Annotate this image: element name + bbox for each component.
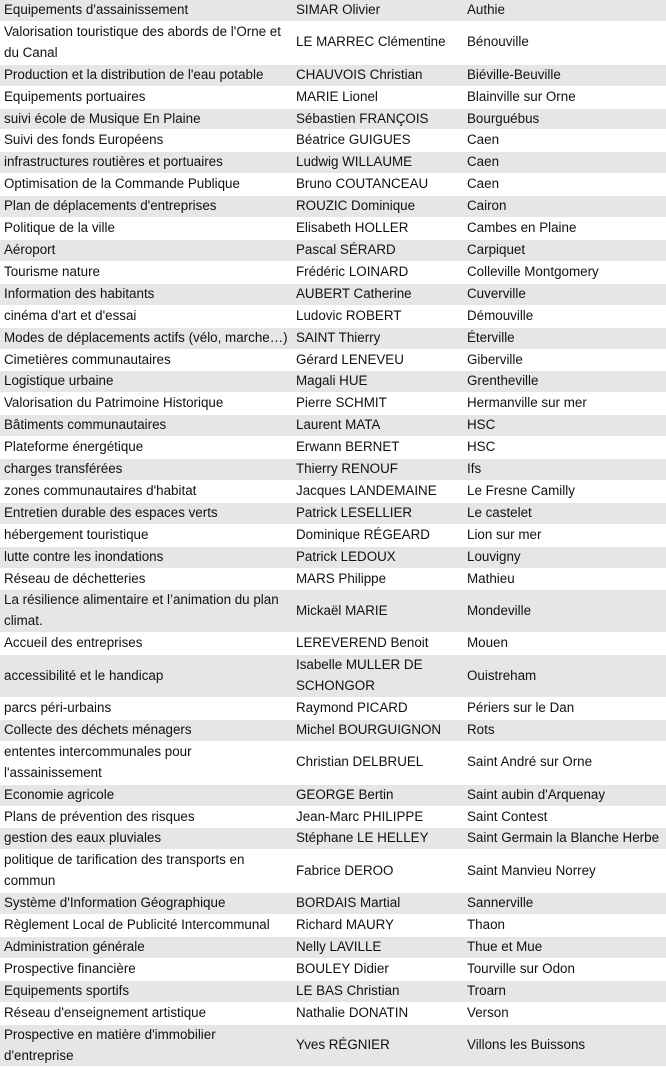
person-cell: Bruno COUTANCEAU [292, 174, 463, 196]
person-cell: Dominique RÉGEARD [292, 524, 463, 546]
person-cell: Elisabeth HOLLER [292, 218, 463, 240]
person-cell: Michel BOURGUIGNON [292, 719, 463, 741]
table-row [0, 741, 666, 784]
commune-cell: Authie [463, 0, 666, 21]
topic-cell: Système d'Information Géographique [0, 893, 292, 915]
table-row [0, 349, 666, 371]
topic-cell: Economie agricole [0, 784, 292, 806]
commune-cell: Mouen [463, 633, 666, 655]
topic-cell: Aéroport [0, 239, 292, 261]
person-cell: GEORGE Bertin [292, 784, 463, 806]
person-cell: Christian DELBRUEL [292, 741, 463, 784]
person-cell: Magali HUE [292, 371, 463, 393]
commune-cell: Blainville sur Orne [463, 86, 666, 108]
person-cell: Jean-Marc PHILIPPE [292, 806, 463, 828]
commune-cell: Tourville sur Odon [463, 958, 666, 980]
commune-cell: Rots [463, 719, 666, 741]
commune-cell: Caen [463, 152, 666, 174]
topic-cell: Politique de la ville [0, 218, 292, 240]
topic-cell: suivi école de Musique En Plaine [0, 108, 292, 130]
person-cell: Frédéric LOINARD [292, 261, 463, 283]
person-cell: LE MARREC Clémentine [292, 21, 463, 64]
commune-cell: HSC [463, 437, 666, 459]
person-cell: Nelly LAVILLE [292, 936, 463, 958]
commune-cell: Le Fresne Camilly [463, 480, 666, 502]
commune-cell: Sannerville [463, 893, 666, 915]
person-cell: Gérard LENEVEU [292, 349, 463, 371]
commune-cell: Verson [463, 1002, 666, 1024]
table-row [0, 437, 666, 459]
commune-cell: Hermanville sur mer [463, 393, 666, 415]
table-row [0, 86, 666, 108]
table-row [0, 393, 666, 415]
topic-cell: Administration générale [0, 936, 292, 958]
table-row [0, 130, 666, 152]
topic-cell: Prospective financière [0, 958, 292, 980]
topic-cell: Logistique urbaine [0, 371, 292, 393]
commune-cell: Le castelet [463, 502, 666, 524]
person-cell: Pascal SÉRARD [292, 239, 463, 261]
commune-cell: Biéville-Beuville [463, 64, 666, 86]
table-row [0, 568, 666, 590]
person-cell: Jacques LANDEMAINE [292, 480, 463, 502]
commune-cell: Périers sur le Dan [463, 698, 666, 720]
commune-cell: Carpiquet [463, 239, 666, 261]
commune-cell: Bénouville [463, 21, 666, 64]
topic-cell: Réseau de déchetteries [0, 568, 292, 590]
commune-cell: HSC [463, 415, 666, 437]
topic-cell: Entretien durable des espaces verts [0, 502, 292, 524]
commune-cell: Bourguébus [463, 108, 666, 130]
table-row [0, 784, 666, 806]
table-row [0, 327, 666, 349]
person-cell: SAINT Thierry [292, 327, 463, 349]
commune-cell: Louvigny [463, 546, 666, 568]
table-row [0, 698, 666, 720]
commune-cell: Lion sur mer [463, 524, 666, 546]
topic-cell: Cimetières communautaires [0, 349, 292, 371]
topic-cell: Collecte des déchets ménagers [0, 719, 292, 741]
table-row [0, 239, 666, 261]
topic-cell: Equipements sportifs [0, 980, 292, 1002]
table-row [0, 655, 666, 698]
topic-cell: Valorisation du Patrimoine Historique [0, 393, 292, 415]
commune-cell: Cuverville [463, 283, 666, 305]
commune-cell: Démouville [463, 305, 666, 327]
commune-cell: Cairon [463, 196, 666, 218]
person-cell: Stéphane LE HELLEY [292, 828, 463, 850]
topic-cell: parcs péri-urbains [0, 698, 292, 720]
topic-cell: hébergement touristique [0, 524, 292, 546]
topic-cell: Modes de déplacements actifs (vélo, marche…) [0, 327, 292, 349]
table-row [0, 1002, 666, 1024]
person-cell: MARS Philippe [292, 568, 463, 590]
topic-cell: politique de tarification des transports en commun [0, 850, 292, 893]
table-row [0, 283, 666, 305]
topic-cell: zones communautaires d'habitat [0, 480, 292, 502]
topic-cell: Réseau d'enseignement artistique [0, 1002, 292, 1024]
topic-cell: Suivi des fonds Européens [0, 130, 292, 152]
person-cell: Yves RÉGNIER [292, 1024, 463, 1067]
table-row [0, 633, 666, 655]
commune-cell: Saint André sur Orne [463, 741, 666, 784]
person-cell: Ludwig WILLAUME [292, 152, 463, 174]
person-cell: CHAUVOIS Christian [292, 64, 463, 86]
topic-cell: charges transférées [0, 459, 292, 481]
table-row [0, 893, 666, 915]
commune-cell: Thue et Mue [463, 936, 666, 958]
commune-cell: Cambes en Plaine [463, 218, 666, 240]
person-cell: ROUZIC Dominique [292, 196, 463, 218]
topic-cell: Plans de prévention des risques [0, 806, 292, 828]
commune-cell: Mondeville [463, 590, 666, 633]
person-cell: Mickaël MARIE [292, 590, 463, 633]
commune-cell: Ouistreham [463, 655, 666, 698]
person-cell: Pierre SCHMIT [292, 393, 463, 415]
commune-cell: Colleville Montgomery [463, 261, 666, 283]
table-row [0, 196, 666, 218]
topic-cell: lutte contre les inondations [0, 546, 292, 568]
table-row [0, 590, 666, 633]
topic-cell: Plan de déplacements d'entreprises [0, 196, 292, 218]
table-row [0, 64, 666, 86]
topic-cell: infrastructures routières et portuaires [0, 152, 292, 174]
table-row [0, 546, 666, 568]
commune-cell: Caen [463, 130, 666, 152]
commune-cell: Ifs [463, 459, 666, 481]
commune-cell: Giberville [463, 349, 666, 371]
table-row [0, 980, 666, 1002]
table-row [0, 502, 666, 524]
topic-cell: ententes intercommunales pour l'assainissement [0, 741, 292, 784]
person-cell: Nathalie DONATIN [292, 1002, 463, 1024]
topic-cell: Plateforme énergétique [0, 437, 292, 459]
commune-cell: Mathieu [463, 568, 666, 590]
person-cell: Thierry RENOUF [292, 459, 463, 481]
table-row [0, 305, 666, 327]
commune-cell: Troarn [463, 980, 666, 1002]
person-cell: LE BAS Christian [292, 980, 463, 1002]
person-cell: Erwann BERNET [292, 437, 463, 459]
table-row [0, 218, 666, 240]
person-cell: Sébastien FRANÇOIS [292, 108, 463, 130]
table-row [0, 174, 666, 196]
topic-cell: cinéma d'art et d'essai [0, 305, 292, 327]
table-row [0, 850, 666, 893]
person-cell: Laurent MATA [292, 415, 463, 437]
person-cell: BOULEY Didier [292, 958, 463, 980]
commune-cell: Caen [463, 174, 666, 196]
person-cell: Isabelle MULLER DE SCHONGOR [292, 655, 463, 698]
person-cell: BORDAIS Martial [292, 893, 463, 915]
person-cell: Patrick LEDOUX [292, 546, 463, 568]
table-row [0, 828, 666, 850]
topic-cell: Bâtiments communautaires [0, 415, 292, 437]
table-row [0, 459, 666, 481]
person-cell: MARIE Lionel [292, 86, 463, 108]
topic-cell: gestion des eaux pluviales [0, 828, 292, 850]
commune-cell: Thaon [463, 915, 666, 937]
topic-cell: La résilience alimentaire et l’animation du plan climat. [0, 590, 292, 633]
table-row [0, 1024, 666, 1067]
person-cell: Fabrice DEROO [292, 850, 463, 893]
commune-cell: Saint Contest [463, 806, 666, 828]
topic-cell: Optimisation de la Commande Publique [0, 174, 292, 196]
table-row [0, 719, 666, 741]
table-row [0, 0, 666, 21]
table-row [0, 915, 666, 937]
table-row [0, 480, 666, 502]
topic-cell: Equipements d'assainissement [0, 0, 292, 21]
table-row [0, 371, 666, 393]
table-row [0, 806, 666, 828]
commune-cell: Saint Germain la Blanche Herbe [463, 828, 666, 850]
person-cell: Ludovic ROBERT [292, 305, 463, 327]
person-cell: AUBERT Catherine [292, 283, 463, 305]
table-row [0, 524, 666, 546]
person-cell: Béatrice GUIGUES [292, 130, 463, 152]
table-row [0, 958, 666, 980]
topic-cell: Tourisme nature [0, 261, 292, 283]
topic-cell: accessibilité et le handicap [0, 655, 292, 698]
topic-cell: Equipements portuaires [0, 86, 292, 108]
table-row [0, 108, 666, 130]
table-row [0, 261, 666, 283]
person-cell: Richard MAURY [292, 915, 463, 937]
commune-cell: Grentheville [463, 371, 666, 393]
table-row [0, 936, 666, 958]
topic-cell: Accueil des entreprises [0, 633, 292, 655]
topic-cell: Valorisation touristique des abords de l'Orne et du Canal [0, 21, 292, 64]
commune-cell: Saint aubin d'Arquenay [463, 784, 666, 806]
person-cell: Raymond PICARD [292, 698, 463, 720]
topic-cell: Production et la distribution de l'eau potable [0, 64, 292, 86]
commune-cell: Éterville [463, 327, 666, 349]
table-row [0, 152, 666, 174]
person-cell: SIMAR Olivier [292, 0, 463, 21]
commune-cell: Saint Manvieu Norrey [463, 850, 666, 893]
table-row [0, 21, 666, 64]
topic-cell: Information des habitants [0, 283, 292, 305]
person-cell: LEREVEREND Benoit [292, 633, 463, 655]
topic-cell: Règlement Local de Publicité Intercommunal [0, 915, 292, 937]
person-cell: Patrick LESELLIER [292, 502, 463, 524]
topic-cell: Prospective en matière d'immobilier d'entreprise [0, 1024, 292, 1067]
commune-cell: Villons les Buissons [463, 1024, 666, 1067]
table-row [0, 415, 666, 437]
